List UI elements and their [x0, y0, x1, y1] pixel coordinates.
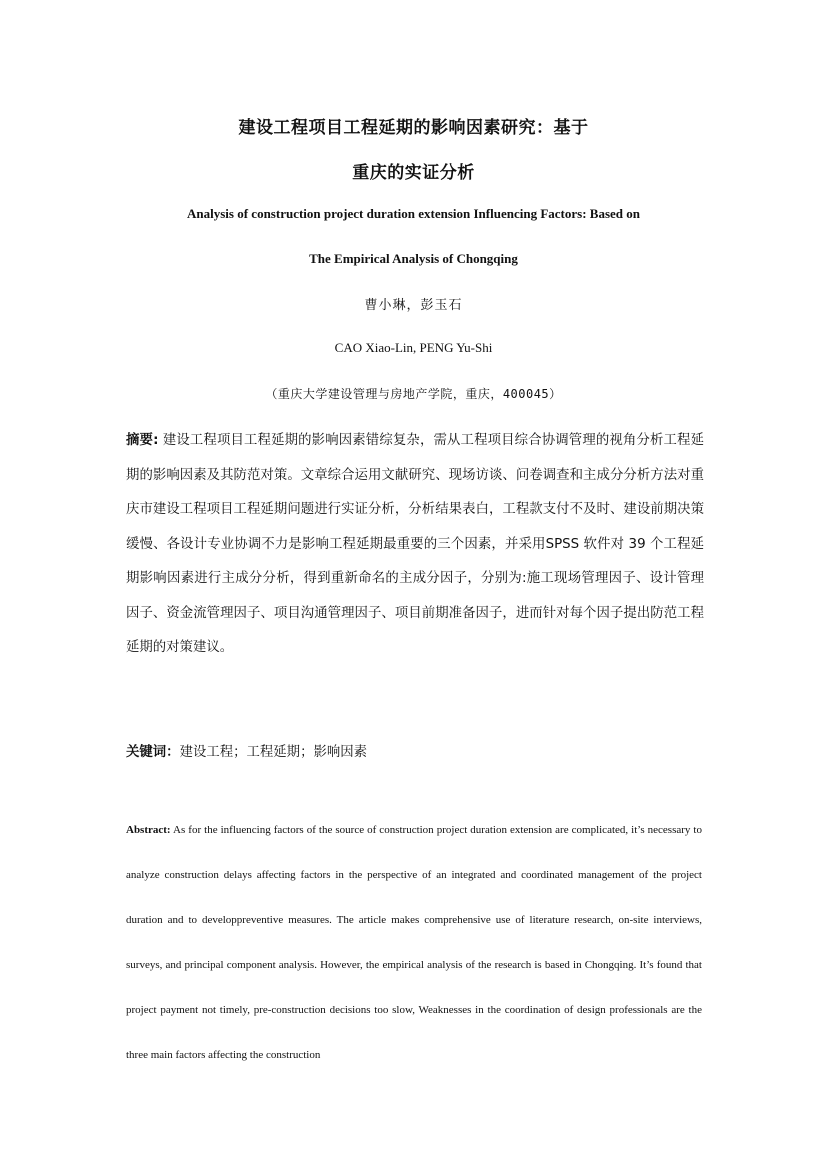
title-en-line2: The Empirical Analysis of Chongqing: [309, 251, 518, 266]
abstract-en-label: Abstract:: [126, 824, 171, 836]
abstract-en: [126, 808, 702, 1078]
title-cn-line1: 建设工程项目工程延期的影响因素研究：基于: [238, 118, 589, 138]
keywords-cn: [126, 740, 704, 766]
abstract-cn-label: 摘要:: [126, 433, 159, 448]
abstract-en-text: As for the influencing factors of the source of construction project duration extension are complicated, it’s necessary to analyze construction delays affecting factors in the perspective of an integrated and coordinated management of the project duration and to developpreventive measures. The article makes comprehensive use of literature research, on-site interviews, surveys, and principal component analysis. However, the empirical analysis of the research is based in Chongqing. It’s found that project payment not timely, pre-construction decisions too slow, Weaknesses in the coordination of design professionals are the three main factors affecting the construction: [126, 824, 702, 1061]
keywords-cn-text: 建设工程；工程延期；影响因素: [179, 745, 368, 760]
abstract-cn-text: 建设工程项目工程延期的影响因素错综复杂，需从工程项目综合协调管理的视角分析工程延期的影响因素及其防范对策。文章综合运用文献研究、现场访谈、问卷调查和主成分分析方法对重庆市建设工程项目工程延期问题进行实证分析，分析结果表白，工程款支付不及时、建设前期决策缓慢、各设计专业协调不力是影响工程延期最重要的三个因素，并采用SPSS 软件对 39 个工程延期影响因素进行主成分分析，得到重新命名的主成分因子，分别为:施工现场管理因子、设计管理因子、资金流管理因子、项目沟通管理因子、项目前期准备因子，进而针对每个因子提出防范工程延期的对策建议。: [126, 433, 704, 655]
authors-cn: 曹小琳，彭玉石: [364, 298, 463, 313]
authors-en: CAO Xiao-Lin, PENG Yu-Shi: [334, 340, 493, 355]
abstract-cn: [126, 424, 704, 666]
affiliation: （重庆大学建设管理与房地产学院，重庆，400045）: [265, 387, 562, 401]
title-cn-line2: 重庆的实证分析: [352, 163, 475, 183]
keywords-cn-label: 关键词：: [126, 745, 180, 760]
title-en-line1: Analysis of construction project duration extension Influencing Factors: Based on: [187, 206, 640, 221]
